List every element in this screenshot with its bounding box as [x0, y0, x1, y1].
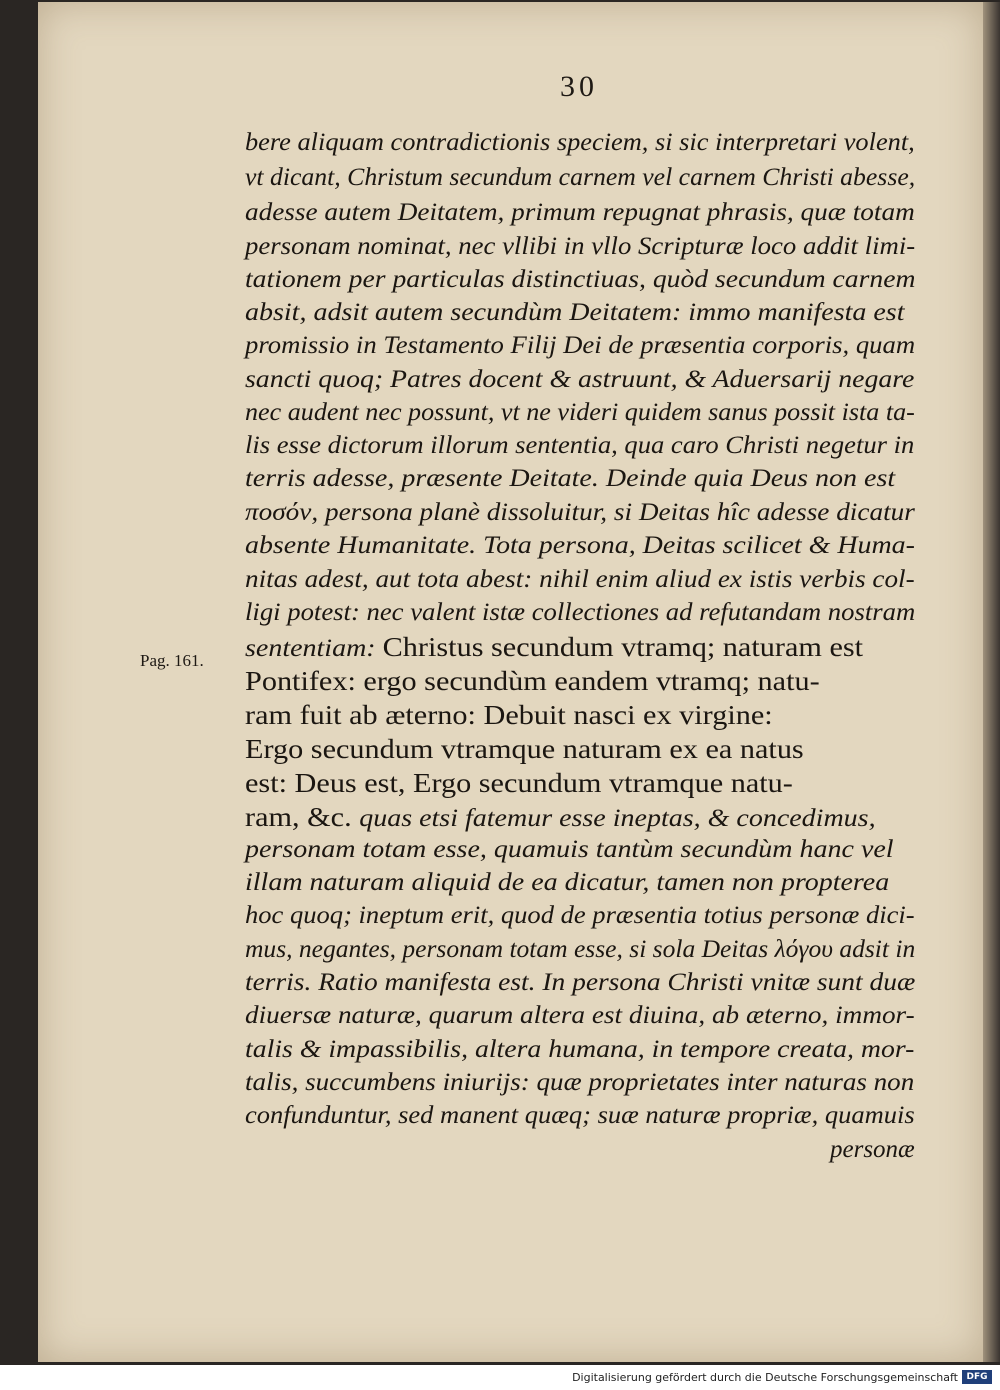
roman-text: est: Deus est, Ergo secundum vtramque natu- — [245, 768, 793, 798]
italic-text: promissio in Testamento Filij Dei de præsentia corporis, quam — [245, 332, 916, 359]
text-line — [245, 433, 914, 458]
footer-bar — [0, 1365, 1000, 1390]
page-number: 30 — [560, 70, 598, 103]
text-line — [245, 130, 915, 155]
italic-text: absente Humanitate. Tota persona, Deitas scilicet & Huma- — [245, 532, 915, 559]
roman-text: Ergo secundum vtramque naturam ex ea natus — [245, 734, 804, 764]
italic-text: ποσόν, persona planè dissoluitur, si Deitas hîc adesse dicatur — [245, 499, 915, 526]
text-line — [830, 1137, 915, 1162]
italic-text: absit, adsit autem secundùm Deitatem: immo manifesta est — [245, 299, 905, 326]
funding-notice: Digitalisierung gefördert durch die Deutsche Forschungsgemeinschaft — [572, 1371, 958, 1384]
italic-text: tationem per particulas distinctiuas, quòd secundum carnem — [245, 266, 916, 293]
italic-text: personam nominat, nec vllibi in vllo Scripturæ loco addit limi- — [245, 233, 916, 260]
italic-text: terris. Ratio manifesta est. In persona Christi vnitæ sunt duæ — [245, 969, 916, 996]
text-line — [245, 870, 889, 895]
roman-text: ram fuit ab æterno: Debuit nasci ex virgine: — [245, 700, 773, 730]
text-line — [245, 600, 915, 625]
italic-text: illam naturam aliquid de ea dicatur, tamen non propterea — [245, 869, 890, 896]
text-line — [245, 804, 876, 831]
italic-text: personam totam esse, quamuis tantùm secundùm hanc vel — [245, 836, 894, 863]
italic-text: talis & impassibilis, altera humana, in tempore creata, mor- — [245, 1036, 915, 1063]
text-line — [245, 1103, 915, 1128]
italic-text: lis esse dictorum illorum sententia, qua caro Christi negetur in — [245, 432, 915, 459]
page-edge — [983, 2, 1000, 1362]
text-line — [245, 333, 915, 358]
italic-text: sententiam: — [245, 635, 383, 662]
text-line — [245, 533, 915, 558]
text-line — [245, 702, 773, 729]
text-line — [245, 736, 804, 763]
roman-text: Christus secundum vtramq; naturam est — [382, 632, 864, 662]
italic-text: vt dicant, Christum secundum carnem vel carnem Christi abesse, — [245, 164, 916, 191]
text-line — [245, 1003, 915, 1028]
text-line — [245, 668, 820, 695]
italic-text: nitas adest, aut tota abest: nihil enim aliud ex istis verbis col- — [245, 566, 915, 593]
italic-text: mus, negantes, personam totam esse, si sola Deitas λόγου adsit in — [245, 936, 916, 963]
text-line — [245, 165, 915, 190]
text-line — [245, 234, 915, 259]
text-line — [245, 267, 915, 292]
italic-text: ligi potest: nec valent istæ collectiones ad refutandam nostram — [245, 599, 916, 626]
margin-reference: Pag. 161. — [140, 651, 204, 670]
roman-text: Pontifex: ergo secundùm eandem vtramq; natu- — [245, 666, 820, 696]
text-line — [245, 200, 915, 225]
italic-text: adesse autem Deitatem, primum repugnat phrasis, quæ totam — [245, 199, 915, 226]
dfg-logo: DFG — [962, 1370, 992, 1384]
italic-text: nec audent nec possunt, vt ne videri quidem sanus possit ista ta- — [245, 399, 915, 426]
text-line — [245, 500, 915, 525]
text-line — [245, 300, 904, 325]
text-line — [245, 770, 793, 797]
italic-text: personæ — [830, 1136, 915, 1163]
text-line — [245, 937, 915, 962]
italic-text: confunduntur, sed manent quæq; suæ naturæ propriæ, quamuis — [245, 1102, 915, 1129]
italic-text: sancti quoq; Patres docent & astruunt, & Aduersarij negare — [245, 366, 915, 393]
text-line — [245, 903, 915, 928]
text-line — [245, 1070, 914, 1095]
text-line — [245, 634, 863, 661]
italic-text: talis, succumbens iniurijs: quæ proprietates inter naturas non — [245, 1069, 915, 1096]
text-line — [245, 466, 895, 491]
italic-text: diuersæ naturæ, quarum altera est diuina, ab æterno, immor- — [245, 1002, 915, 1029]
italic-text: quas etsi fatemur esse ineptas, & concedimus, — [359, 805, 876, 832]
text-line — [245, 367, 914, 392]
text-line — [245, 837, 894, 862]
italic-text: terris adesse, præsente Deitate. Deinde quia Deus non est — [245, 465, 896, 492]
text-line — [245, 1037, 914, 1062]
text-line — [245, 970, 915, 995]
italic-text: bere aliquam contradictionis speciem, si sic interpretari volent, — [245, 129, 915, 156]
roman-text: ram, &c. — [245, 802, 360, 832]
text-line — [245, 567, 915, 592]
text-line — [245, 400, 915, 425]
italic-text: hoc quoq; ineptum erit, quod de præsentia totius personæ dici- — [245, 902, 915, 929]
